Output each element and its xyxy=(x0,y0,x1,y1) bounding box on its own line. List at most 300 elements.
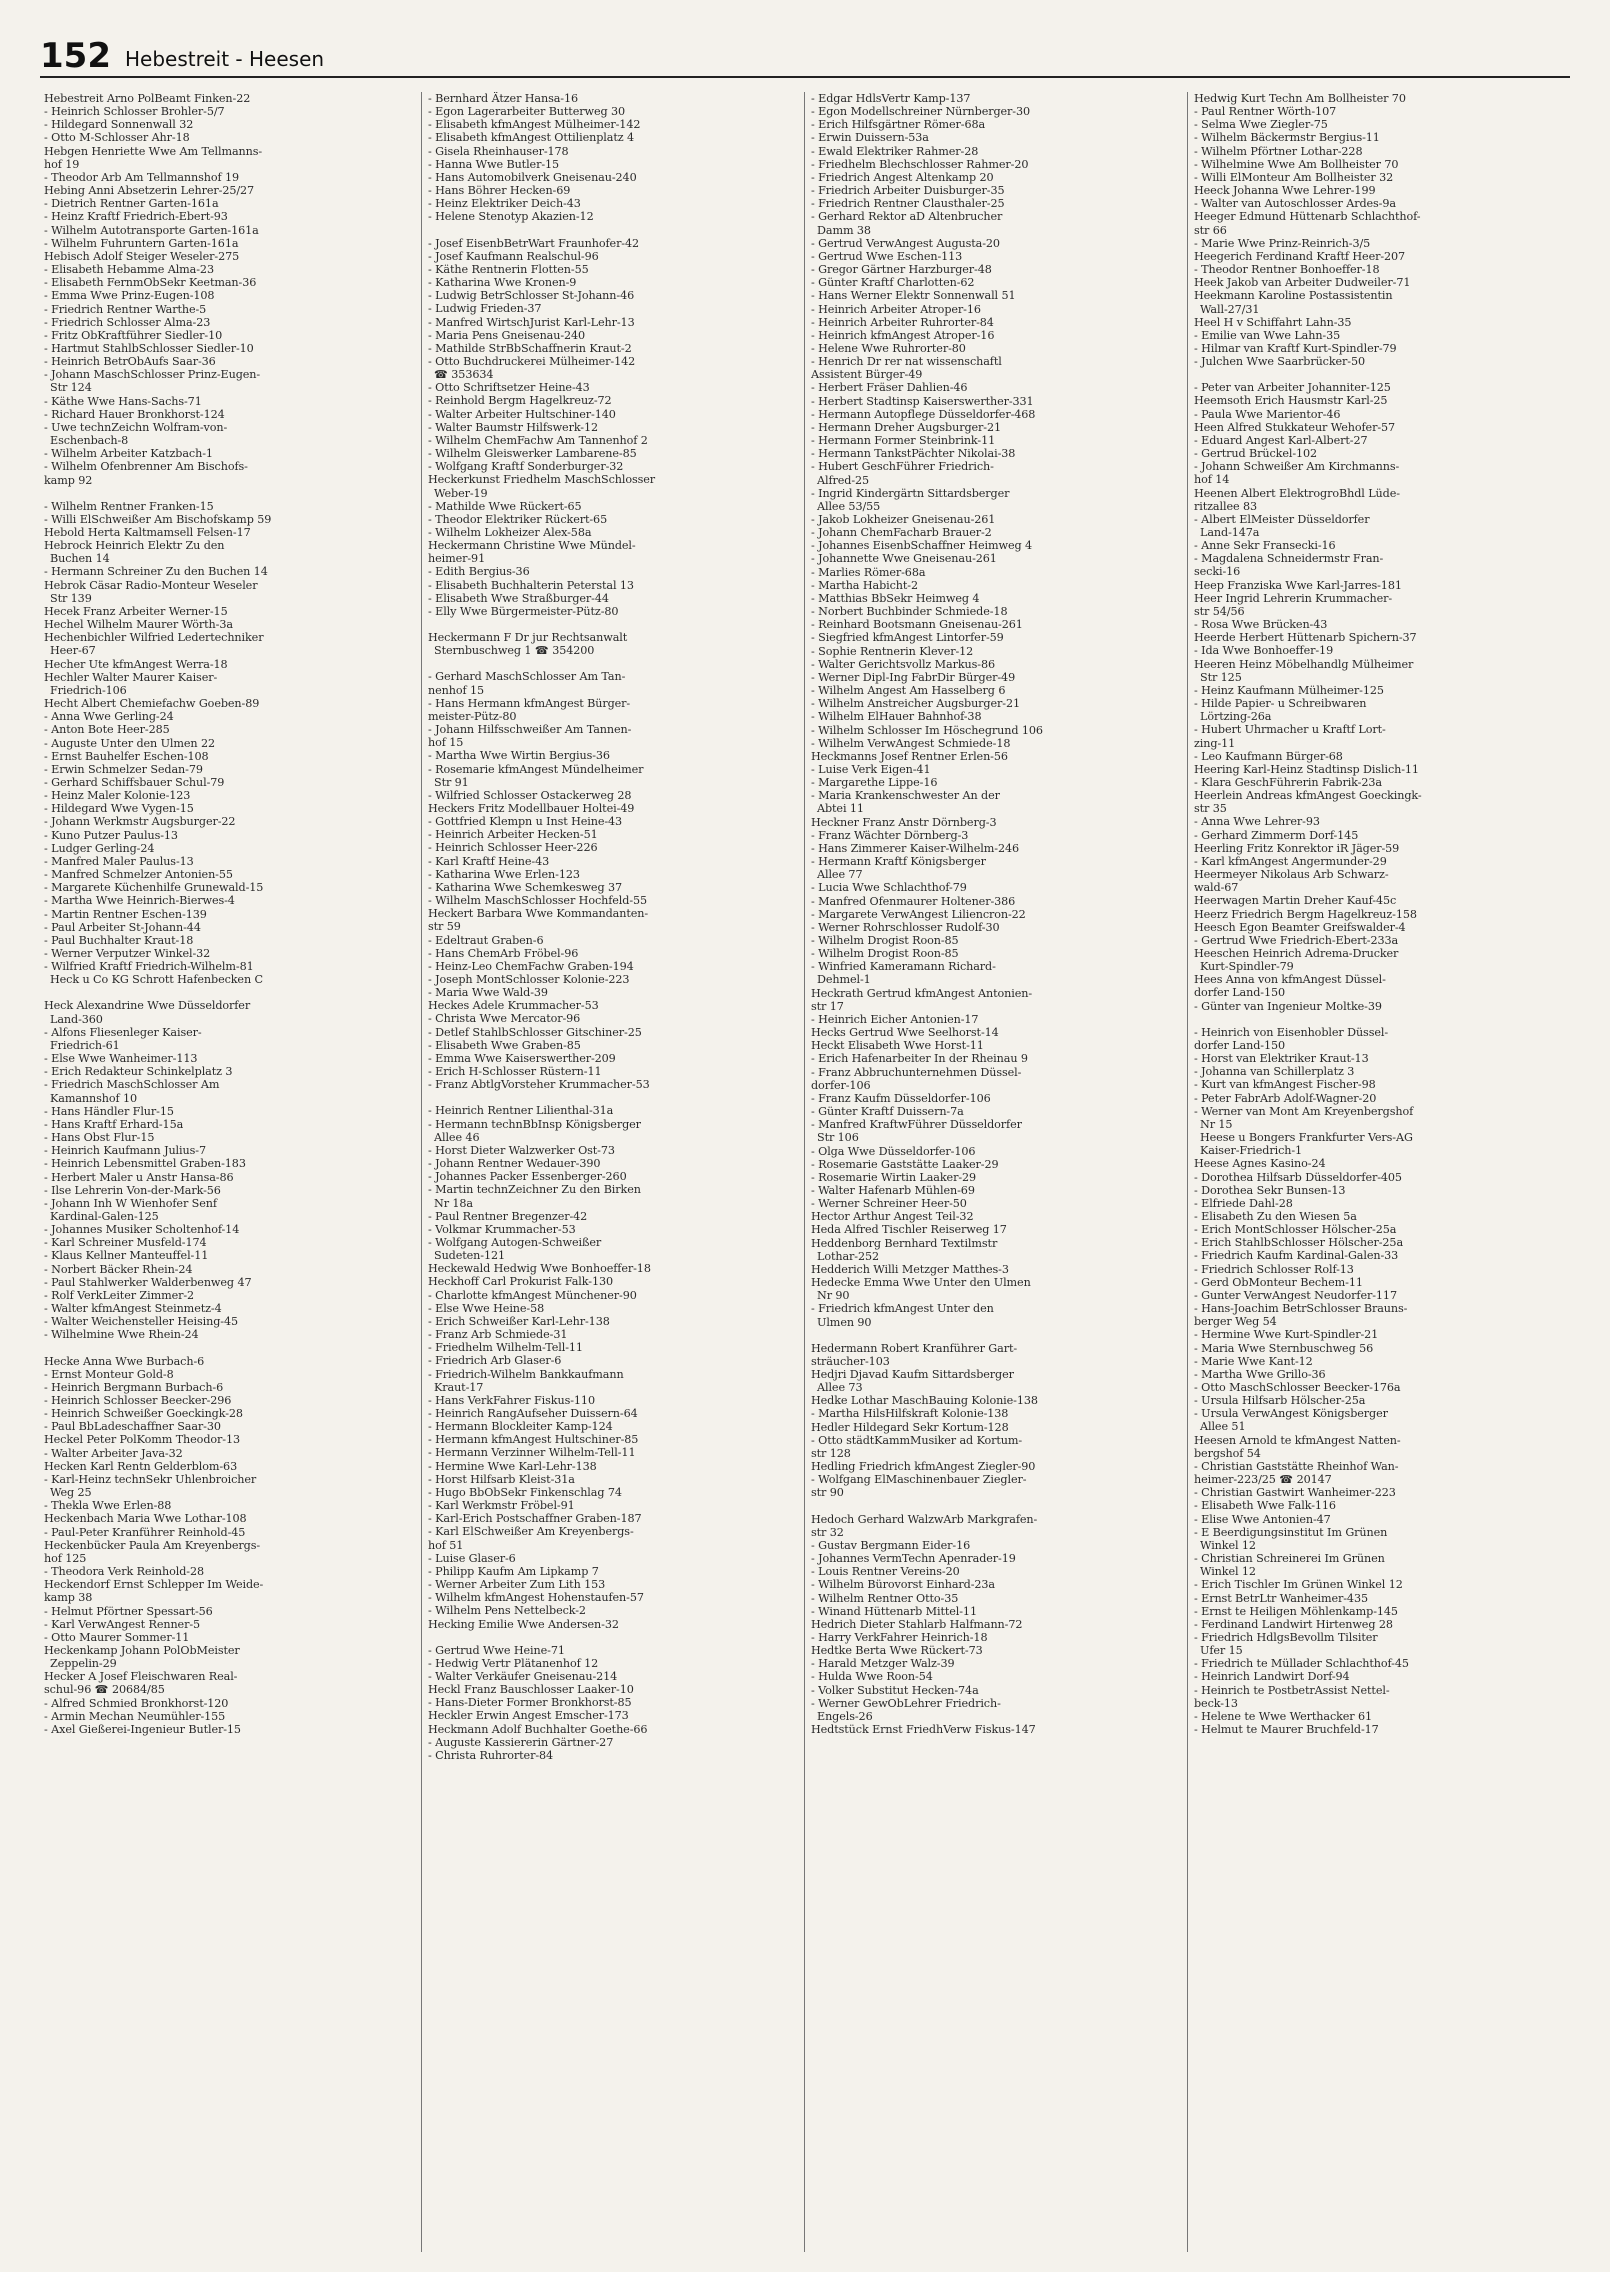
directory-entry: Hedermann Robert Kranführer Gart- xyxy=(811,1341,1018,1355)
directory-entry: - Emma Wwe Kaiserswerther-209 xyxy=(428,1051,616,1065)
directory-entry: hof 51 xyxy=(428,1538,464,1552)
directory-entry: - Werner Schreiner Heer-50 xyxy=(811,1197,967,1211)
directory-entry: Hechler Walter Maurer Kaiser- xyxy=(44,670,218,684)
page-title: Hebestreit - Heesen xyxy=(124,47,325,71)
directory-entry: Hebold Herta Kaltmamsell Felsen-17 xyxy=(44,526,251,539)
directory-entry: - Luise Glaser-6 xyxy=(428,1551,516,1565)
directory-entry: Heese Agnes Kasino-24 xyxy=(1194,1157,1326,1171)
directory-entry: - Friedhelm Blechschlosser Rahmer-20 xyxy=(811,157,1029,171)
directory-entry: Heekmann Karoline Postassistentin xyxy=(1194,289,1393,303)
directory-entry: - Charlotte kfmAngest Münchener-90 xyxy=(428,1288,637,1302)
directory-entry: - Dorothea Sekr Bunsen-13 xyxy=(1194,1183,1346,1197)
directory-entry: - Heinz Kaufmann Mülheimer-125 xyxy=(1194,683,1384,697)
directory-entry: Hecher Ute kfmAngest Werra-18 xyxy=(44,657,228,671)
directory-entry: Damm 38 xyxy=(817,223,871,237)
directory-entry: - Erich Hilfsgärtner Römer-68a xyxy=(811,118,986,132)
directory-entry: - Heinrich Schlosser Heer-226 xyxy=(428,841,598,855)
directory-entry: - Friedrich Arb Glaser-6 xyxy=(428,1354,562,1368)
directory-entry: - Franz Wächter Dörnberg-3 xyxy=(811,828,969,842)
directory-entry: - Paul Rentner Bregenzer-42 xyxy=(428,1209,588,1223)
directory-entry: - Luise Verk Eigen-41 xyxy=(811,762,931,776)
directory-entry: - Elisabeth FernmObSekr Keetman-36 xyxy=(44,276,257,290)
directory-entry: - Auguste Unter den Ulmen 22 xyxy=(44,736,216,750)
directory-entry: - Erich Schweißer Karl-Lehr-138 xyxy=(428,1314,610,1328)
directory-entry: Abtei 11 xyxy=(817,802,864,816)
directory-entry: Hecek Franz Arbeiter Werner-15 xyxy=(44,604,228,618)
directory-entry: Kaiser-Friedrich-1 xyxy=(1200,1144,1303,1158)
directory-entry: Hecks Gertrud Wwe Seelhorst-14 xyxy=(811,1026,999,1040)
directory-entry: - Karl-Heinz technSekr Uhlenbroicher xyxy=(44,1472,257,1486)
directory-entry: - Thekla Wwe Erlen-88 xyxy=(44,1499,172,1513)
directory-entry: - Ernst te Heiligen Möhlenkamp-145 xyxy=(1194,1604,1398,1618)
directory-entry: - Armin Mechan Neumühler-155 xyxy=(44,1709,226,1723)
directory-entry: Heckmanns Josef Rentner Erlen-56 xyxy=(811,749,1008,763)
directory-entry: - Paul Stahlwerker Walderbenweg 47 xyxy=(44,1275,252,1289)
directory-entry: - Philipp Kaufm Am Lipkamp 7 xyxy=(428,1564,599,1578)
directory-entry: str 90 xyxy=(811,1486,844,1500)
directory-entry: - Friedrich MaschSchlosser Am xyxy=(44,1078,220,1092)
directory-entry: - Hulda Wwe Roon-54 xyxy=(811,1670,933,1684)
directory-entry: - Otto städtKammMusiker ad Kortum- xyxy=(811,1433,1023,1447)
directory-entry: str 54/56 xyxy=(1194,604,1245,618)
directory-entry: - Margarethe Lippe-16 xyxy=(811,776,938,790)
directory-entry: - Alfred Schmied Bronkhorst-120 xyxy=(44,1696,229,1710)
directory-entry: sträucher-103 xyxy=(811,1354,890,1368)
directory-entry: - Theodora Verk Reinhold-28 xyxy=(44,1565,205,1579)
directory-entry: - Manfred KraftwFührer Düsseldorfer xyxy=(811,1118,1022,1132)
directory-entry: - Walter Weichensteller Heising-45 xyxy=(44,1315,239,1329)
directory-entry: - Helmut Pförtner Spessart-56 xyxy=(44,1604,213,1618)
entry-gap xyxy=(1194,1013,1564,1026)
directory-entry: meister-Pütz-80 xyxy=(428,709,517,723)
directory-entry: - Friedrich-Wilhelm Bankkaufmann xyxy=(428,1367,624,1381)
directory-entry: Wall-27/31 xyxy=(1200,302,1260,316)
directory-entry: - Johannes EisenbSchaffner Heimweg 4 xyxy=(811,539,1033,553)
directory-entry: - Martha Habicht-2 xyxy=(811,578,918,592)
directory-entry: - Henrich Dr rer nat wissenschaftl xyxy=(811,355,1002,369)
directory-entry: Str 124 xyxy=(50,381,92,395)
directory-entry: - Hans Automobilverk Gneisenau-240 xyxy=(428,170,637,184)
directory-entry: - Wilhelm Drogist Roon-85 xyxy=(811,934,959,947)
directory-entry: Str 139 xyxy=(50,591,92,605)
directory-entry: - Ernst BetrLtr Wanheimer-435 xyxy=(1194,1591,1368,1605)
directory-entry: - Martin technZeichner Zu den Birken xyxy=(428,1183,641,1197)
directory-entry: - Hans VerkFahrer Fiskus-110 xyxy=(428,1393,595,1407)
directory-entry: - Johann Hilfsschweißer Am Tannen- xyxy=(428,723,632,737)
directory-entry: - Gerhard MaschSchlosser Am Tan- xyxy=(428,670,626,684)
directory-entry: - Norbert Bäcker Rhein-24 xyxy=(44,1262,193,1276)
directory-entry: - Wilhelm Autotransporte Garten-161a xyxy=(44,223,259,237)
directory-entry: - Günter Kraftf Charlotten-62 xyxy=(811,276,975,290)
directory-entry: Hebestreit Arno PolBeamt Finken-22 xyxy=(44,92,251,105)
directory-entry: - Peter FabrArb Adolf-Wagner-20 xyxy=(1194,1091,1377,1105)
directory-entry: dorfer Land-150 xyxy=(1194,1038,1286,1052)
directory-entry: - Walter Baumstr Hilfswerk-12 xyxy=(428,420,599,434)
directory-entry: Heemsoth Erich Hausmstr Karl-25 xyxy=(1194,394,1388,408)
directory-entry: - Friedrich Kaufm Kardinal-Galen-33 xyxy=(1194,1249,1399,1263)
directory-entry: Eschenbach-8 xyxy=(50,434,129,448)
directory-entry: Land-147a xyxy=(1200,526,1260,539)
directory-entry: Sternbuschweg 1 ☎ 354200 xyxy=(434,644,595,658)
directory-entry: - Walter Arbeiter Java-32 xyxy=(44,1446,183,1460)
directory-entry: - Josef EisenbBetrWart Fraunhofer-42 xyxy=(428,236,640,250)
directory-entry: - Kuno Putzer Paulus-13 xyxy=(44,828,178,842)
directory-entry: - Reinhard Bootsmann Gneisenau-261 xyxy=(811,618,1023,632)
directory-entry: Heckewald Hedwig Wwe Bonhoeffer-18 xyxy=(428,1262,651,1276)
directory-entry: - Günter Kraftf Duissern-7a xyxy=(811,1105,964,1119)
directory-entry: hof 15 xyxy=(428,736,464,750)
directory-entry: - Maria Wwe Sternbuschweg 56 xyxy=(1194,1341,1374,1355)
directory-entry: - Hans Händler Flur-15 xyxy=(44,1104,174,1118)
directory-entry: - Erich MontSchlosser Hölscher-25a xyxy=(1194,1223,1397,1237)
directory-entry: - Siegfried kfmAngest Lintorfer-59 xyxy=(811,631,1004,645)
directory-entry: - Hilmar van Kraftf Kurt-Spindler-79 xyxy=(1194,341,1397,355)
directory-entry: str 59 xyxy=(428,920,461,934)
directory-entry: - Wolfgang ElMaschinenbauer Ziegler- xyxy=(811,1473,1027,1487)
entry-gap xyxy=(428,1631,798,1644)
directory-entry: kamp 92 xyxy=(44,473,93,487)
directory-entry: - Richard Hauer Bronkhorst-124 xyxy=(44,407,225,421)
directory-entry: - Heinrich Lebensmittel Graben-183 xyxy=(44,1157,246,1171)
directory-entry: - Franz Abbruchunternehmen Düssel- xyxy=(811,1065,1022,1079)
entry-gap xyxy=(428,224,798,237)
directory-entry: Heese u Bongers Frankfurter Vers-AG xyxy=(1200,1131,1413,1145)
directory-entry: - Hermine Wwe Karl-Lehr-138 xyxy=(428,1459,597,1473)
directory-entry: - Katharina Wwe Kronen-9 xyxy=(428,276,577,290)
directory-entry: - Friedrich kfmAngest Unter den xyxy=(811,1302,994,1316)
directory-entry: Allee 51 xyxy=(1200,1420,1246,1434)
directory-entry: Hedwig Kurt Techn Am Bollheister 70 xyxy=(1194,92,1406,105)
directory-entry: - Heinrich BetrObAufs Saar-36 xyxy=(44,355,216,369)
directory-entry: - Peter van Arbeiter Johanniter-125 xyxy=(1194,381,1391,395)
directory-entry: - Otto MaschSchlosser Beecker-176a xyxy=(1194,1381,1401,1394)
directory-entry: Heerwagen Martin Dreher Kauf-45c xyxy=(1194,894,1397,908)
directory-entry: - Martha Wwe Heinrich-Bierwes-4 xyxy=(44,894,235,908)
directory-entry: Allee 46 xyxy=(434,1130,480,1144)
directory-entry: - Otto Schriftsetzer Heine-43 xyxy=(428,381,590,395)
directory-entry: - Christian Gaststätte Rheinhof Wan- xyxy=(1194,1459,1399,1473)
directory-entry: Friedrich-106 xyxy=(50,683,127,697)
directory-entry: - Herbert Fräser Dahlien-46 xyxy=(811,381,968,395)
directory-entry: - Wilfried Schlosser Ostackerweg 28 xyxy=(428,788,632,802)
directory-entry: heimer-91 xyxy=(428,552,486,566)
directory-entry: Heckler Erwin Angest Emscher-173 xyxy=(428,1709,629,1723)
directory-entry: - Heinrich Kaufmann Julius-7 xyxy=(44,1144,206,1158)
directory-entry: - Edeltraut Graben-6 xyxy=(428,933,544,947)
directory-entry: - Dietrich Rentner Garten-161a xyxy=(44,197,219,211)
directory-entry: - Johann Inh W Wienhofer Senf xyxy=(44,1196,217,1210)
directory-entry: - Wilhelm Pförtner Lothar-228 xyxy=(1194,144,1363,158)
directory-entry: secki-16 xyxy=(1194,565,1241,579)
directory-entry: - Maria Wwe Wald-39 xyxy=(428,986,548,1000)
directory-entry: dorfer Land-150 xyxy=(1194,986,1286,1000)
directory-entry: - Olga Wwe Düsseldorfer-106 xyxy=(811,1144,976,1158)
directory-entry: - Erich Tischler Im Grünen Winkel 12 xyxy=(1194,1578,1403,1592)
entry-gap xyxy=(44,986,415,999)
directory-column-3 xyxy=(804,92,1187,2252)
directory-entry: Heck Alexandrine Wwe Düsseldorfer xyxy=(44,999,251,1013)
directory-entry: - Volker Substitut Hecken-74a xyxy=(811,1683,979,1697)
entry-gap xyxy=(811,1329,1181,1342)
directory-entry: - Wilhelm ElHauer Bahnhof-38 xyxy=(811,710,982,724)
directory-entry: - Gisela Rheinhauser-178 xyxy=(428,144,569,158)
directory-entry: - Paul-Peter Kranführer Reinhold-45 xyxy=(44,1525,246,1539)
directory-entry: - Johannes Musiker Scholtenhof-14 xyxy=(44,1223,240,1237)
directory-entry: - Julchen Wwe Saarbrücker-50 xyxy=(1194,355,1366,369)
directory-entry: - Hubert Uhrmacher u Kraftf Lort- xyxy=(1194,723,1386,737)
directory-entry: Heen Alfred Stukkateur Wehofer-57 xyxy=(1194,420,1396,434)
directory-entry: ☎ 353634 xyxy=(434,368,494,382)
directory-entry: - Martin Rentner Eschen-139 xyxy=(44,907,207,921)
directory-entry: - Heinrich Eicher Antonien-17 xyxy=(811,1012,979,1026)
directory-entry: Heckenbach Maria Wwe Lothar-108 xyxy=(44,1512,247,1526)
directory-entry: Nr 90 xyxy=(817,1289,850,1303)
directory-entry: - Winfried Kameramann Richard- xyxy=(811,960,996,974)
directory-entry: - Paul Arbeiter St-Johann-44 xyxy=(44,920,201,934)
directory-entry: - Käthe Rentnerin Flotten-55 xyxy=(428,262,589,276)
directory-entry: - Marie Wwe Prinz-Reinrich-3/5 xyxy=(1194,236,1371,250)
directory-entry: Nr 18a xyxy=(434,1196,473,1210)
directory-entry: - Helene te Wwe Werthacker 61 xyxy=(1194,1709,1373,1723)
directory-entry: Heda Alfred Tischler Reiserweg 17 xyxy=(811,1223,1007,1237)
directory-entry: Heesch Egon Beamter Greifswalder-4 xyxy=(1194,920,1406,934)
directory-entry: - Karl Werkmstr Fröbel-91 xyxy=(428,1499,575,1513)
directory-entry: Heenen Albert ElektrogroBhdl Lüde- xyxy=(1194,486,1400,500)
directory-entry: Hedoch Gerhard WalzwArb Markgrafen- xyxy=(811,1512,1038,1526)
directory-entry: - Harald Metzger Walz-39 xyxy=(811,1657,955,1671)
entry-gap xyxy=(811,1500,1181,1513)
directory-entry: - Friedrich Schlosser Rolf-13 xyxy=(1194,1262,1354,1276)
directory-entry: - Heinz Elektriker Deich-43 xyxy=(428,197,581,211)
directory-entry: - Heinrich Schlosser Brohler-5/7 xyxy=(44,105,225,119)
directory-entry: - Klaus Kellner Manteuffel-11 xyxy=(44,1249,209,1263)
directory-entry: - Hans Obst Flur-15 xyxy=(44,1131,155,1145)
directory-entry: - Walter Verkäufer Gneisenau-214 xyxy=(428,1669,618,1683)
directory-entry: - Otto Buchdruckerei Mülheimer-142 xyxy=(428,354,636,368)
directory-entry: - Erich StahlbSchlosser Hölscher-25a xyxy=(1194,1236,1404,1250)
directory-entry: - Horst Hilfsarb Kleist-31a xyxy=(428,1472,575,1486)
directory-entry: - Louis Rentner Vereins-20 xyxy=(811,1565,960,1579)
directory-entry: - Paul Buchhalter Kraut-18 xyxy=(44,933,194,947)
directory-entry: - Walter Gerichtsvollz Markus-86 xyxy=(811,657,995,671)
directory-entry: - Friedrich Schlosser Alma-23 xyxy=(44,315,211,329)
directory-entry: - Wilhelm ChemFachw Am Tannenhof 2 xyxy=(428,433,648,447)
directory-entry: - Johanna van Schillerplatz 3 xyxy=(1194,1065,1355,1079)
directory-entry: - Ferdinand Landwirt Hirtenweg 28 xyxy=(1194,1617,1393,1631)
directory-entry: Heesen Arnold te kfmAngest Natten- xyxy=(1194,1433,1401,1447)
directory-entry: - Theodor Rentner Bonhoeffer-18 xyxy=(1194,263,1380,277)
directory-entry: - Manfred Ofenmaurer Holtener-386 xyxy=(811,894,1016,908)
directory-entry: - Johannes VermTechn Apenrader-19 xyxy=(811,1552,1016,1566)
directory-entry: - Heinz Kraftf Friedrich-Ebert-93 xyxy=(44,210,228,224)
directory-entry: - Klara GeschFührerin Fabrik-23a xyxy=(1194,775,1382,789)
directory-entry: - Johann MaschSchlosser Prinz-Eugen- xyxy=(44,368,261,382)
directory-entry: - Wilhelm Lokheizer Alex-58a xyxy=(428,526,592,539)
directory-entry: - Franz Kaufm Düsseldorfer-106 xyxy=(811,1091,991,1105)
directory-entry: Heckers Fritz Modellbauer Holtei-49 xyxy=(428,801,635,815)
directory-entry: - Hans Böhrer Hecken-69 xyxy=(428,184,571,198)
directory-entry: - Franz AbtlgVorsteher Krummacher-53 xyxy=(428,1078,650,1092)
directory-entry: - Hugo BbObSekr Finkenschlag 74 xyxy=(428,1485,622,1499)
directory-entry: - Gertrud Wwe Friedrich-Ebert-233a xyxy=(1194,933,1399,947)
directory-entry: - Hildegard Sonnenwall 32 xyxy=(44,118,194,132)
directory-entry: - Heinrich Landwirt Dorf-94 xyxy=(1194,1670,1350,1684)
directory-entry: - Erich Redakteur Schinkelplatz 3 xyxy=(44,1065,233,1079)
directory-entry: Heeschen Heinrich Adrema-Drucker xyxy=(1194,947,1399,960)
directory-entry: Hees Anna von kfmAngest Düssel- xyxy=(1194,973,1386,987)
directory-entry: - Heinrich von Eisenhobler Düssel- xyxy=(1194,1025,1389,1039)
directory-entry: - Hermann Blockleiter Kamp-124 xyxy=(428,1420,613,1434)
directory-entry: - Johann Schweißer Am Kirchmanns- xyxy=(1194,460,1400,474)
directory-entry: - Karl kfmAngest Angermunder-29 xyxy=(1194,854,1387,868)
directory-column-2 xyxy=(421,92,804,2252)
directory-entry: - E Beerdigungsinstitut Im Grünen xyxy=(1194,1525,1388,1539)
directory-entry: Heckrath Gertrud kfmAngest Antonien- xyxy=(811,986,1033,1000)
directory-entry: - Katharina Wwe Erlen-123 xyxy=(428,867,580,881)
directory-entry: - Anna Wwe Lehrer-93 xyxy=(1194,815,1320,829)
directory-entry: - Rosemarie Gaststätte Laaker-29 xyxy=(811,1157,999,1171)
directory-entry: hof 125 xyxy=(44,1551,87,1565)
directory-entry: - Lucia Wwe Schlachthof-79 xyxy=(811,881,967,895)
directory-entry: - Margarete Küchenhilfe Grunewald-15 xyxy=(44,881,264,895)
directory-entry: Heckermann Christine Wwe Mündel- xyxy=(428,539,636,553)
directory-entry: Heckner Franz Anstr Dörnberg-3 xyxy=(811,815,997,829)
directory-entry: - Alfons Fliesenleger Kaiser- xyxy=(44,1025,202,1039)
directory-entry: - Horst van Elektriker Kraut-13 xyxy=(1194,1052,1369,1066)
directory-entry: zing-11 xyxy=(1194,736,1236,750)
directory-entry: - Katharina Wwe Schemkesweg 37 xyxy=(428,880,622,894)
directory-entry: Hebrok Cäsar Radio-Monteur Weseler xyxy=(44,578,258,592)
directory-entry: - Joseph MontSchlosser Kolonie-223 xyxy=(428,973,630,986)
directory-entry: - Friedrich te Müllader Schlachthof-45 xyxy=(1194,1657,1409,1671)
directory-entry: - Manfred Maler Paulus-13 xyxy=(44,854,194,868)
directory-entry: - Willi ElSchweißer Am Bischofskamp 59 xyxy=(44,512,272,526)
directory-entry: Hebgen Henriette Wwe Am Tellmanns- xyxy=(44,144,263,158)
directory-entry: hof 19 xyxy=(44,157,80,171)
directory-entry: - Mathilde StrBbSchaffnerin Kraut-2 xyxy=(428,341,632,355)
directory-entry: Str 125 xyxy=(1200,670,1242,684)
directory-entry: Heeger Edmund Hüttenarb Schlachthof- xyxy=(1194,210,1421,224)
directory-entry: - Ilse Lehrerin Von-der-Mark-56 xyxy=(44,1183,221,1197)
directory-entry: Hebisch Adolf Steiger Weseler-275 xyxy=(44,249,240,263)
directory-entry: Alfred-25 xyxy=(817,473,870,487)
directory-entry: - Hartmut StahlbSchlosser Siedler-10 xyxy=(44,341,254,355)
directory-entry: Engels-26 xyxy=(817,1709,873,1723)
directory-entry: - Wilhelm Drogist Roon-85 xyxy=(811,947,959,961)
directory-entry: - Heinrich Schlosser Beecker-296 xyxy=(44,1394,232,1407)
directory-entry: Hecker A Josef Fleischwaren Real- xyxy=(44,1670,238,1684)
directory-entry: - Hermann Dreher Augsburger-21 xyxy=(811,420,1002,434)
directory-entry: - Gertrud VerwAngest Augusta-20 xyxy=(811,236,1000,250)
directory-entry: Assistent Bürger-49 xyxy=(811,368,923,382)
directory-entry: - Martha Wwe Wirtin Bergius-36 xyxy=(428,749,610,763)
directory-entry: - Paul BbLadeschaffner Saar-30 xyxy=(44,1420,221,1434)
directory-entry: - Marie Wwe Kant-12 xyxy=(1194,1354,1313,1368)
directory-entry: Hecht Albert Chemiefachw Goeben-89 xyxy=(44,697,260,711)
directory-entry: - Anna Wwe Gerling-24 xyxy=(44,710,174,724)
directory-entry: - Hermann technBbInsp Königsberger xyxy=(428,1117,641,1131)
directory-entry: - Egon Modellschreiner Nürnberger-30 xyxy=(811,105,1031,119)
directory-entry: - Gertrud Brückel-102 xyxy=(1194,447,1318,461)
directory-entry: - Friedrich Angest Altenkamp 20 xyxy=(811,170,994,184)
directory-entry: - Kurt van kfmAngest Fischer-98 xyxy=(1194,1078,1376,1092)
directory-entry: - Ewald Elektriker Rahmer-28 xyxy=(811,144,979,158)
directory-entry: - Leo Kaufmann Bürger-68 xyxy=(1194,749,1343,763)
directory-entry: Kurt-Spindler-79 xyxy=(1200,960,1294,974)
directory-entry: - Wilhelm MaschSchlosser Hochfeld-55 xyxy=(428,894,648,908)
directory-entry: - Paul Rentner Wörth-107 xyxy=(1194,105,1337,119)
directory-entry: - Maria Pens Gneisenau-240 xyxy=(428,328,586,342)
directory-entry: - Theodor Arb Am Tellmannshof 19 xyxy=(44,170,240,184)
directory-entry: Heerlein Andreas kfmAngest Goeckingk- xyxy=(1194,789,1422,803)
directory-entry: - Hermann Verzinner Wilhelm-Tell-11 xyxy=(428,1446,636,1460)
directory-entry: - Otto M-Schlosser Ahr-18 xyxy=(44,131,190,145)
directory-entry: nenhof 15 xyxy=(428,683,485,697)
directory-entry: Weg 25 xyxy=(50,1486,92,1500)
directory-entry: - Rosa Wwe Brücken-43 xyxy=(1194,618,1328,632)
directory-entry: Hedler Hildegard Sekr Kortum-128 xyxy=(811,1420,1009,1434)
directory-entry: - Karl ElSchweißer Am Kreyenbergs- xyxy=(428,1525,634,1539)
directory-entry: - Friedrich Arbeiter Duisburger-35 xyxy=(811,184,1005,198)
directory-entry: - Paula Wwe Marientor-46 xyxy=(1194,407,1341,421)
directory-entry: - Wilfried Kraftf Friedrich-Wilhelm-81 xyxy=(44,960,254,974)
directory-entry: - Johann Rentner Wedauer-390 xyxy=(428,1157,601,1171)
directory-entry: - Hermann Former Steinbrink-11 xyxy=(811,434,996,448)
directory-entry: - Hans ChemArb Fröbel-96 xyxy=(428,946,579,960)
directory-entry: Kamannshof 10 xyxy=(50,1091,138,1105)
directory-entry: - Wilhelm VerwAngest Schmiede-18 xyxy=(811,736,1011,750)
directory-entry: - Wilhelmine Wwe Am Bollheister 70 xyxy=(1194,157,1399,171)
directory-entry: - Heinrich Rentner Lilienthal-31a xyxy=(428,1104,614,1118)
directory-entry: - Sophie Rentnerin Klever-12 xyxy=(811,644,974,658)
directory-entry: - Rosemarie Wirtin Laaker-29 xyxy=(811,1170,977,1184)
directory-entry: - Herbert Stadtinsp Kaiserswerther-331 xyxy=(811,394,1034,408)
directory-entry: - Selma Wwe Ziegler-75 xyxy=(1194,118,1328,132)
directory-entry: - Gertrud Wwe Heine-71 xyxy=(428,1643,565,1657)
directory-entry: Nr 15 xyxy=(1200,1117,1233,1131)
directory-entry: - Emma Wwe Prinz-Eugen-108 xyxy=(44,289,215,303)
directory-entry: - Hans Hermann kfmAngest Bürger- xyxy=(428,696,631,710)
directory-entry: - Bernhard Ätzer Hansa-16 xyxy=(428,92,579,105)
directory-entry: - Wilhelm Rentner Franken-15 xyxy=(44,499,214,513)
directory-entry: - Margarete VerwAngest Liliencron-22 xyxy=(811,907,1026,921)
directory-entry: - Erwin Schmelzer Sedan-79 xyxy=(44,762,203,776)
directory-entry: berger Weg 54 xyxy=(1194,1315,1277,1329)
directory-entry: - Günter van Ingenieur Moltke-39 xyxy=(1194,999,1382,1013)
directory-entry: - Egon Lagerarbeiter Butterweg 30 xyxy=(428,105,626,119)
directory-entry: Lothar-252 xyxy=(817,1249,880,1263)
directory-entry: - Ludger Gerling-24 xyxy=(44,841,155,855)
directory-entry: - Elisabeth Hebamme Alma-23 xyxy=(44,263,214,277)
directory-entry: Hechel Wilhelm Maurer Wörth-3a xyxy=(44,618,233,632)
directory-entry: - Friedrich HdlgsBevollm Tilsiter xyxy=(1194,1630,1378,1644)
directory-entry: - Otto Maurer Sommer-11 xyxy=(44,1630,190,1644)
directory-entry: - Eduard Angest Karl-Albert-27 xyxy=(1194,433,1368,447)
directory-entry: - Elisabeth Zu den Wiesen 5a xyxy=(1194,1209,1357,1223)
entry-gap xyxy=(428,618,798,631)
directory-entry: - Hanna Wwe Butler-15 xyxy=(428,157,560,171)
directory-entry: - Winand Hüttenarb Mittel-11 xyxy=(811,1604,977,1618)
directory-entry: - Käthe Wwe Hans-Sachs-71 xyxy=(44,394,202,408)
directory-entry: Allee 53/55 xyxy=(817,499,881,513)
directory-entry: - Christian Schreinerei Im Grünen xyxy=(1194,1552,1385,1566)
directory-column-1 xyxy=(38,92,421,2252)
directory-entry: - Wilhelm Schlosser Im Höschegrund 106 xyxy=(811,723,1043,737)
entry-gap xyxy=(1194,368,1564,381)
directory-entry: - Christian Gastwirt Wanheimer-223 xyxy=(1194,1486,1396,1500)
directory-entry: Heeren Heinz Möbelhandlg Mülheimer xyxy=(1194,657,1414,671)
directory-entry: kamp 38 xyxy=(44,1591,93,1605)
